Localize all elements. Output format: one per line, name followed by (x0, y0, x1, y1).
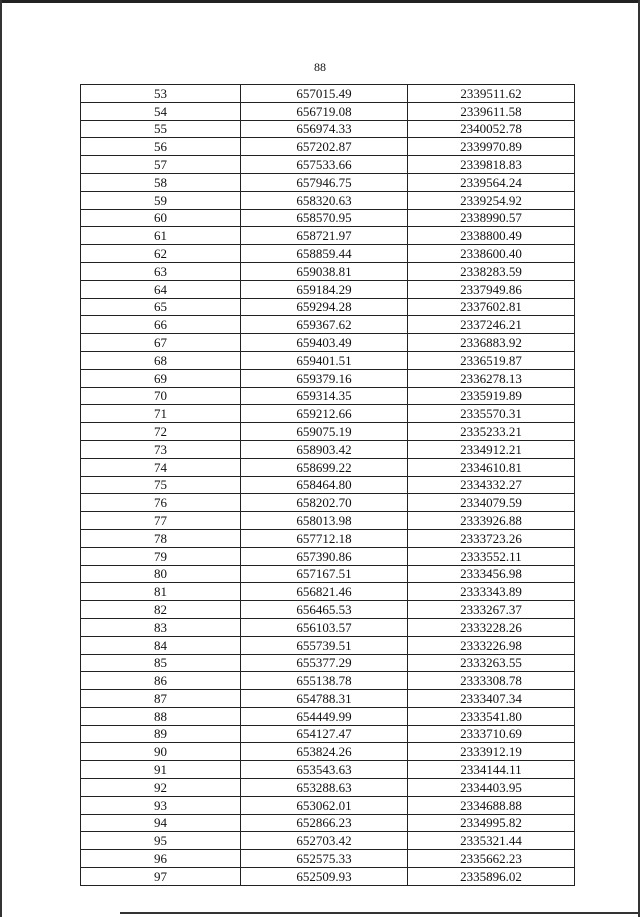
x-coordinate-cell: 659401.51 (241, 351, 408, 369)
table-row (81, 707, 575, 725)
y-coordinate-cell: 2338600.40 (408, 245, 575, 263)
table-row (81, 156, 575, 174)
x-coordinate-cell: 655377.29 (241, 654, 408, 672)
y-coordinate-cell: 2334332.27 (408, 476, 575, 494)
point-number-cell: 61 (81, 227, 241, 245)
point-number-cell: 85 (81, 654, 241, 672)
table-row (81, 690, 575, 708)
point-number-cell: 63 (81, 262, 241, 280)
x-coordinate-cell: 658699.22 (241, 458, 408, 476)
table-row (81, 173, 575, 191)
point-number-cell: 82 (81, 601, 241, 619)
x-coordinate-cell: 659379.16 (241, 369, 408, 387)
y-coordinate-cell: 2338283.59 (408, 262, 575, 280)
table-row (81, 316, 575, 334)
y-coordinate-cell: 2337246.21 (408, 316, 575, 334)
x-coordinate-cell: 654788.31 (241, 690, 408, 708)
table-row (81, 85, 575, 103)
x-coordinate-cell: 659038.81 (241, 262, 408, 280)
y-coordinate-cell: 2334403.95 (408, 779, 575, 797)
x-coordinate-cell: 652509.93 (241, 868, 408, 886)
point-number-cell: 62 (81, 245, 241, 263)
table-row (81, 280, 575, 298)
table-row (81, 423, 575, 441)
y-coordinate-cell: 2339611.58 (408, 102, 575, 120)
point-number-cell: 80 (81, 565, 241, 583)
x-coordinate-cell: 658013.98 (241, 512, 408, 530)
table-row (81, 529, 575, 547)
point-number-cell: 55 (81, 120, 241, 138)
y-coordinate-cell: 2339254.92 (408, 191, 575, 209)
y-coordinate-cell: 2339511.62 (408, 85, 575, 103)
y-coordinate-cell: 2335662.23 (408, 850, 575, 868)
y-coordinate-cell: 2338800.49 (408, 227, 575, 245)
x-coordinate-cell: 656465.53 (241, 601, 408, 619)
coordinate-table (80, 84, 575, 886)
x-coordinate-cell: 657015.49 (241, 85, 408, 103)
table-row (81, 191, 575, 209)
point-number-cell: 65 (81, 298, 241, 316)
page-border-top (0, 0, 640, 3)
x-coordinate-cell: 659075.19 (241, 423, 408, 441)
point-number-cell: 71 (81, 405, 241, 423)
x-coordinate-cell: 658903.42 (241, 440, 408, 458)
y-coordinate-cell: 2337602.81 (408, 298, 575, 316)
table-row (81, 618, 575, 636)
table-row (81, 761, 575, 779)
point-number-cell: 68 (81, 351, 241, 369)
table-row (81, 494, 575, 512)
y-coordinate-cell: 2336883.92 (408, 334, 575, 352)
x-coordinate-cell: 658721.97 (241, 227, 408, 245)
x-coordinate-cell: 657712.18 (241, 529, 408, 547)
table-row (81, 636, 575, 654)
table-row (81, 779, 575, 797)
y-coordinate-cell: 2334079.59 (408, 494, 575, 512)
point-number-cell: 67 (81, 334, 241, 352)
x-coordinate-cell: 653543.63 (241, 761, 408, 779)
y-coordinate-cell: 2333912.19 (408, 743, 575, 761)
point-number-cell: 95 (81, 832, 241, 850)
x-coordinate-cell: 657946.75 (241, 173, 408, 191)
x-coordinate-cell: 656821.46 (241, 583, 408, 601)
table-row (81, 868, 575, 886)
x-coordinate-cell: 657390.86 (241, 547, 408, 565)
point-number-cell: 66 (81, 316, 241, 334)
table-row (81, 334, 575, 352)
point-number-cell: 53 (81, 85, 241, 103)
y-coordinate-cell: 2333456.98 (408, 565, 575, 583)
table-row (81, 298, 575, 316)
x-coordinate-cell: 657202.87 (241, 138, 408, 156)
x-coordinate-cell: 658464.80 (241, 476, 408, 494)
x-coordinate-cell: 657167.51 (241, 565, 408, 583)
y-coordinate-cell: 2333228.26 (408, 618, 575, 636)
table-row (81, 583, 575, 601)
y-coordinate-cell: 2334995.82 (408, 814, 575, 832)
y-coordinate-cell: 2336278.13 (408, 369, 575, 387)
point-number-cell: 73 (81, 440, 241, 458)
table-row (81, 796, 575, 814)
table-row (81, 743, 575, 761)
x-coordinate-cell: 653824.26 (241, 743, 408, 761)
y-coordinate-cell: 2339564.24 (408, 173, 575, 191)
table-row (81, 476, 575, 494)
table-row (81, 227, 575, 245)
point-number-cell: 70 (81, 387, 241, 405)
point-number-cell: 79 (81, 547, 241, 565)
table-row (81, 405, 575, 423)
x-coordinate-cell: 654127.47 (241, 725, 408, 743)
coordinate-table-container (80, 84, 574, 886)
point-number-cell: 87 (81, 690, 241, 708)
y-coordinate-cell: 2335321.44 (408, 832, 575, 850)
y-coordinate-cell: 2333308.78 (408, 672, 575, 690)
x-coordinate-cell: 654449.99 (241, 707, 408, 725)
point-number-cell: 90 (81, 743, 241, 761)
point-number-cell: 77 (81, 512, 241, 530)
y-coordinate-cell: 2333541.80 (408, 707, 575, 725)
x-coordinate-cell: 652703.42 (241, 832, 408, 850)
point-number-cell: 64 (81, 280, 241, 298)
table-row (81, 245, 575, 263)
y-coordinate-cell: 2339818.83 (408, 156, 575, 174)
x-coordinate-cell: 659184.29 (241, 280, 408, 298)
table-row (81, 102, 575, 120)
x-coordinate-cell: 655739.51 (241, 636, 408, 654)
point-number-cell: 96 (81, 850, 241, 868)
y-coordinate-cell: 2334610.81 (408, 458, 575, 476)
table-row (81, 369, 575, 387)
y-coordinate-cell: 2334144.11 (408, 761, 575, 779)
point-number-cell: 78 (81, 529, 241, 547)
table-row (81, 512, 575, 530)
point-number-cell: 89 (81, 725, 241, 743)
x-coordinate-cell: 652575.33 (241, 850, 408, 868)
table-row (81, 814, 575, 832)
table-row (81, 565, 575, 583)
point-number-cell: 58 (81, 173, 241, 191)
x-coordinate-cell: 655138.78 (241, 672, 408, 690)
page-border-bottom (120, 912, 640, 914)
point-number-cell: 69 (81, 369, 241, 387)
y-coordinate-cell: 2333926.88 (408, 512, 575, 530)
x-coordinate-cell: 659314.35 (241, 387, 408, 405)
point-number-cell: 94 (81, 814, 241, 832)
table-row (81, 262, 575, 280)
y-coordinate-cell: 2334688.88 (408, 796, 575, 814)
coordinate-table-body (81, 85, 575, 886)
y-coordinate-cell: 2335570.31 (408, 405, 575, 423)
y-coordinate-cell: 2339970.89 (408, 138, 575, 156)
page-number: 88 (314, 60, 326, 74)
y-coordinate-cell: 2335919.89 (408, 387, 575, 405)
table-row (81, 601, 575, 619)
point-number-cell: 72 (81, 423, 241, 441)
y-coordinate-cell: 2333723.26 (408, 529, 575, 547)
y-coordinate-cell: 2333407.34 (408, 690, 575, 708)
y-coordinate-cell: 2340052.78 (408, 120, 575, 138)
x-coordinate-cell: 658570.95 (241, 209, 408, 227)
y-coordinate-cell: 2333267.37 (408, 601, 575, 619)
point-number-cell: 57 (81, 156, 241, 174)
point-number-cell: 83 (81, 618, 241, 636)
y-coordinate-cell: 2333710.69 (408, 725, 575, 743)
table-row (81, 832, 575, 850)
y-coordinate-cell: 2335896.02 (408, 868, 575, 886)
x-coordinate-cell: 652866.23 (241, 814, 408, 832)
point-number-cell: 59 (81, 191, 241, 209)
point-number-cell: 97 (81, 868, 241, 886)
y-coordinate-cell: 2333552.11 (408, 547, 575, 565)
x-coordinate-cell: 656974.33 (241, 120, 408, 138)
x-coordinate-cell: 658202.70 (241, 494, 408, 512)
y-coordinate-cell: 2333263.55 (408, 654, 575, 672)
x-coordinate-cell: 659367.62 (241, 316, 408, 334)
point-number-cell: 74 (81, 458, 241, 476)
point-number-cell: 54 (81, 102, 241, 120)
point-number-cell: 93 (81, 796, 241, 814)
y-coordinate-cell: 2338990.57 (408, 209, 575, 227)
x-coordinate-cell: 653288.63 (241, 779, 408, 797)
x-coordinate-cell: 658859.44 (241, 245, 408, 263)
table-row (81, 725, 575, 743)
table-row (81, 138, 575, 156)
point-number-cell: 60 (81, 209, 241, 227)
x-coordinate-cell: 658320.63 (241, 191, 408, 209)
page-border-left (0, 0, 2, 917)
y-coordinate-cell: 2333226.98 (408, 636, 575, 654)
table-row (81, 440, 575, 458)
y-coordinate-cell: 2337949.86 (408, 280, 575, 298)
point-number-cell: 86 (81, 672, 241, 690)
x-coordinate-cell: 657533.66 (241, 156, 408, 174)
point-number-cell: 84 (81, 636, 241, 654)
table-row (81, 672, 575, 690)
point-number-cell: 56 (81, 138, 241, 156)
y-coordinate-cell: 2336519.87 (408, 351, 575, 369)
table-row (81, 850, 575, 868)
table-row (81, 654, 575, 672)
point-number-cell: 91 (81, 761, 241, 779)
x-coordinate-cell: 659212.66 (241, 405, 408, 423)
y-coordinate-cell: 2335233.21 (408, 423, 575, 441)
table-row (81, 387, 575, 405)
x-coordinate-cell: 659294.28 (241, 298, 408, 316)
x-coordinate-cell: 653062.01 (241, 796, 408, 814)
point-number-cell: 88 (81, 707, 241, 725)
table-row (81, 120, 575, 138)
x-coordinate-cell: 656719.08 (241, 102, 408, 120)
table-row (81, 547, 575, 565)
x-coordinate-cell: 656103.57 (241, 618, 408, 636)
table-row (81, 458, 575, 476)
y-coordinate-cell: 2333343.89 (408, 583, 575, 601)
point-number-cell: 75 (81, 476, 241, 494)
table-row (81, 351, 575, 369)
point-number-cell: 76 (81, 494, 241, 512)
table-row (81, 209, 575, 227)
y-coordinate-cell: 2334912.21 (408, 440, 575, 458)
point-number-cell: 92 (81, 779, 241, 797)
point-number-cell: 81 (81, 583, 241, 601)
x-coordinate-cell: 659403.49 (241, 334, 408, 352)
